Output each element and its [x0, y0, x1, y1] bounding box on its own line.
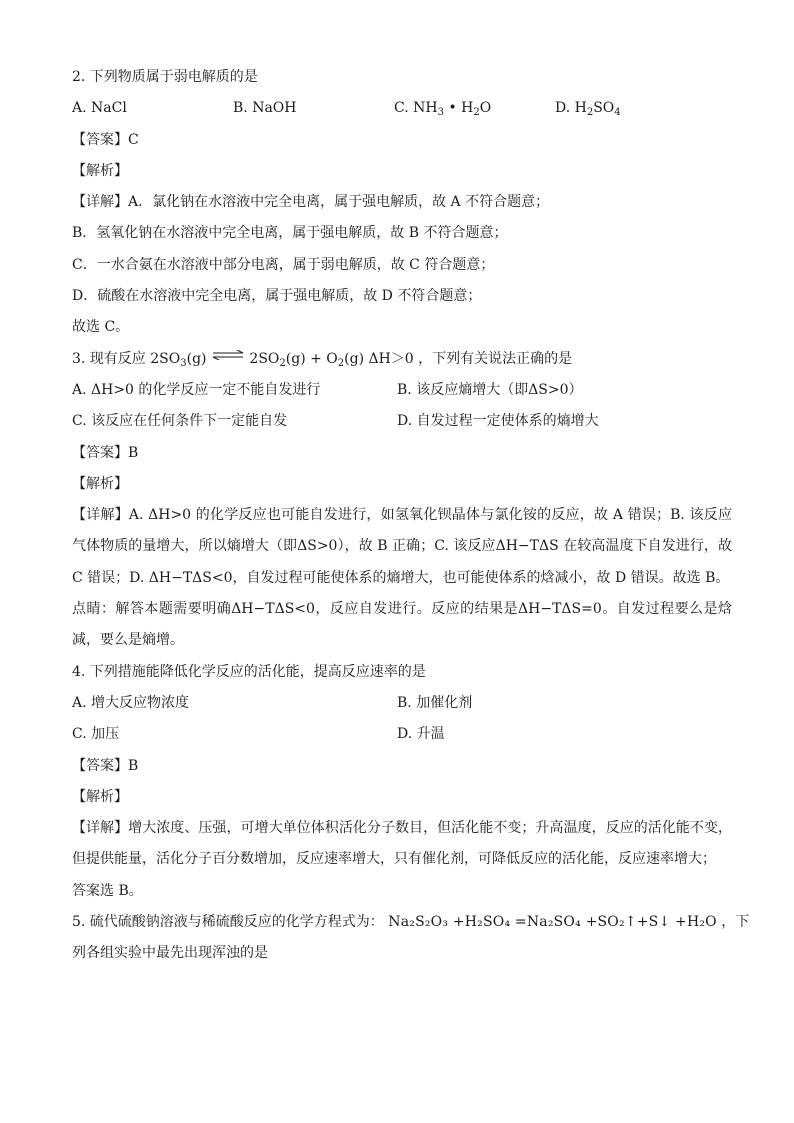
q2-detail-c: C．一水合氨在水溶液中部分电离，属于弱电解质，故 C 符合题意； — [72, 256, 495, 273]
q2-conclusion: 故选 C。 — [72, 319, 130, 336]
q2-detail-b: B．氢氧化钠在水溶液中完全电离，属于强电解质，故 B 不符合题意； — [72, 225, 508, 242]
q3-option-d: D. 自发过程一定使体系的熵增大 — [397, 413, 599, 430]
q4-answer: 【答案】B — [72, 757, 139, 774]
q4-option-c: C. 加压 — [72, 726, 120, 743]
q3-option-c: C. 该反应在任何条件下一定能自发 — [72, 413, 288, 430]
q4-conclusion: 答案选 B。 — [72, 882, 143, 899]
q3-options-row2 — [72, 406, 732, 437]
q3-detail: 【详解】A. ΔH>0 的化学反应也可能自发进行，如氢氧化钡晶体与氯化铵的反应，故 A 错误；B. 该反应气体物质的量增大，所以熵增大（即ΔS>0），故 B 正确；C. 该反应ΔH−TΔS 在较高温度下自发进行，故 C 错误；D. ΔH−TΔS<0，自发过程可能使体系的熵增大，也可能使体系的焓减小，故 D 错误。故选 B。 — [72, 507, 732, 586]
q3-note: 点睛：解答本题需要明确ΔH−TΔS<0，反应自发进行。反应的结果是ΔH−TΔS=0。自发过程要么是焓减，要么是熵增。 — [72, 601, 732, 649]
q2-option-d: D. $H_2SO_4$ — [555, 100, 621, 119]
q2-option-a: A. NaCl — [72, 100, 127, 117]
q4-option-b: B. 加催化剂 — [397, 694, 473, 711]
q2-detail-d: D．硫酸在水溶液中完全电离，属于强电解质，故 D 不符合题意； — [72, 288, 482, 305]
q2-detail-a: 【详解】A．氯化钠在水溶液中完全电离，属于强电解质，故 A 不符合题意； — [72, 194, 550, 211]
q3-analysis-label: 【解析】 — [72, 475, 128, 492]
q2-options — [72, 93, 732, 124]
exam-page — [72, 62, 750, 970]
q5-stem: 5. 硫代硫酸钠溶液与稀硫酸反应的化学方程式为： Na₂S₂O₃ +H₂SO₄ =Na₂SO₄ +SO₂↑+S↓ +H₂O ，下 — [72, 914, 750, 931]
q5-stem-continued: 列各组实验中最先出现浑浊的是 — [72, 945, 268, 962]
q2-option-c: C. $NH_3$ • $H_2O$ — [394, 100, 492, 119]
q4-stem: 4. 下列措施能降低化学反应的活化能，提高反应速率的是 — [72, 663, 426, 680]
q2-analysis-label: 【解析】 — [72, 162, 128, 179]
q2-answer: 【答案】C — [72, 131, 139, 148]
q4-options-row1 — [72, 688, 732, 719]
q2-stem: 2. 下列物质属于弱电解质的是 — [72, 69, 258, 85]
q4-detail: 【详解】增大浓度、压强，可增大单位体积活化分子数目，但活化能不变；升高温度，反应的活化能不变，但提供能量，活化分子百分数增加，反应速率增大，只有催化剂，可降低反应的活化能，反应速率增大； — [72, 820, 732, 868]
q2-option-b: B. NaOH — [233, 100, 297, 117]
q3-option-a: A. ΔH>0 的化学反应一定不能自发进行 — [72, 381, 321, 398]
q3-options-row1 — [72, 375, 732, 406]
q4-option-d: D. 升温 — [397, 726, 445, 743]
q4-options-row2 — [72, 719, 732, 750]
q4-analysis-label: 【解析】 — [72, 788, 128, 805]
q4-option-a: A. 增大反应物浓度 — [72, 694, 190, 711]
q3-stem: 3. 现有反应 $2SO_3(g) 2SO_2(g) + O_2(g)$ ΔH＞0 ，下列有关说法正确的是 — [72, 350, 573, 369]
equilibrium-arrow-icon — [211, 350, 245, 360]
q3-option-b: B. 该反应熵增大（即ΔS>0） — [397, 381, 583, 398]
q5-equation: Na₂S₂O₃ +H₂SO₄ =Na₂SO₄ +SO₂↑+S↓ +H₂O — [388, 914, 717, 931]
q3-answer: 【答案】B — [72, 444, 139, 461]
